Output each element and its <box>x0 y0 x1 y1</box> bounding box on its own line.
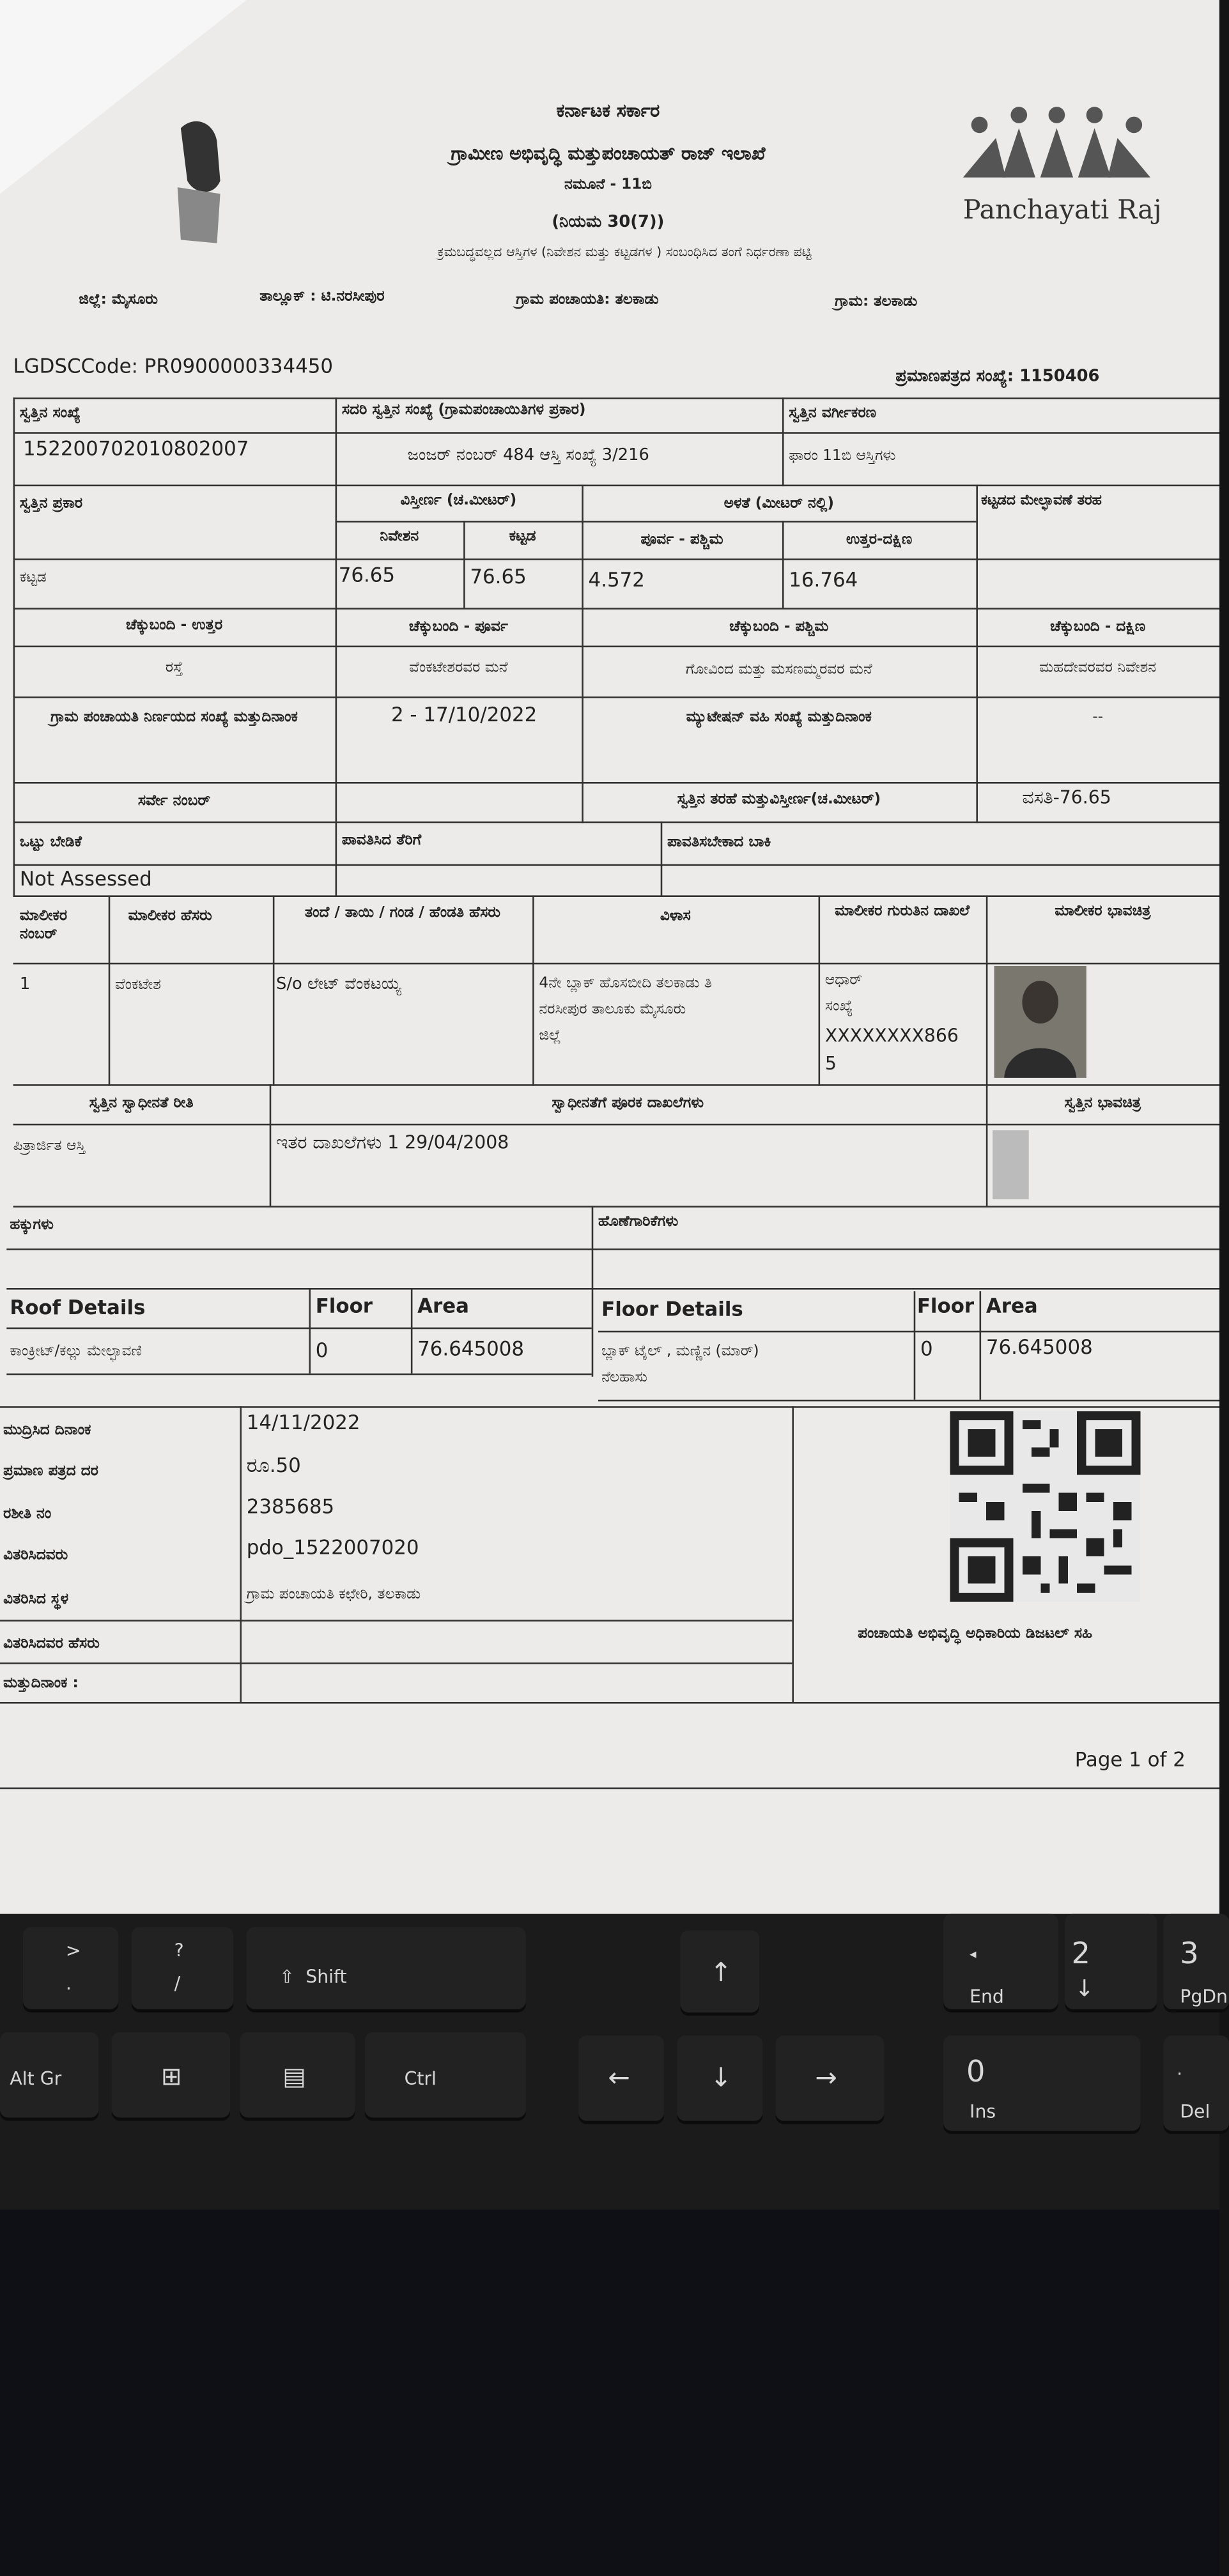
left-arrow-icon: ← <box>608 2062 630 2093</box>
south-boundary: ಮಹದೇವರವರ ನಿವೇಶನ <box>1039 660 1157 677</box>
department-title: ಗ್ರಾಮೀಣ ಅಭಿವೃದ್ಧಿ ಮತ್ತುಪಂಚಾಯತ್ ರಾಜ್ ಇಲಾಖೆ <box>451 142 766 165</box>
west-boundary-header: ಚೆಕ್ಕುಬಂದಿ - ಪಶ್ಚಿಮ <box>729 619 829 636</box>
possession-docs-header: ಸ್ವಾಧೀನತೆಗೆ ಪೂರಕ ದಾಖಲೆಗಳು <box>552 1096 704 1112</box>
certificate-fee: ರೂ.50 <box>246 1453 301 1477</box>
property-id: 152200702010802007 <box>22 436 249 460</box>
resolution-header: ಗ್ರಾಮ ಪಂಚಾಯತಿ ನಿರ್ಣಯದ ಸಂಖ್ಯೆ ಮತ್ತುದಿನಾಂಕ <box>50 709 298 726</box>
north-south-length: 16.764 <box>789 568 858 592</box>
issued-by-header: ವಿತರಿಸಿದವರು <box>3 1547 68 1564</box>
key-end[interactable]: ◂ End <box>943 1914 1058 2012</box>
shift-arrow-icon: ⇧ <box>279 1966 295 1988</box>
owner-address-line-3: ಜಿಲ್ಲೆ <box>539 1028 561 1045</box>
receipt-number: 2385685 <box>246 1494 335 1518</box>
resolution-number: 2 - 17/10/2022 <box>390 703 537 726</box>
certificate-fee-header: ಪ್ರಮಾಣ ಪತ್ರದ ದರ <box>3 1464 98 1480</box>
key-numpad-3[interactable]: 3 PgDn <box>1164 1914 1229 2012</box>
page-number: Page 1 of 2 <box>1074 1747 1186 1771</box>
north-boundary: ರಸ್ತೆ <box>165 660 183 677</box>
key-period[interactable]: > . <box>23 1927 118 2012</box>
owner-photo-header: ಮಾಲೀಕರ ಭಾವಚಿತ್ರ <box>1055 903 1151 920</box>
possession-mode: ಪಿತ್ರಾರ್ಜಿತ ಆಸ್ತಿ <box>13 1138 86 1155</box>
mutation-header: ಮ್ಯುಟೇಷನ್ ವಹಿ ಸಂಖ್ಯೆ ಮತ್ತುದಿನಾಂಕ <box>686 709 872 726</box>
left-small-arrow-icon: ◂ <box>970 1947 977 1962</box>
owner-photo-image <box>994 966 1086 1078</box>
rule-number: (ನಿಯಮ 30(7)) <box>552 213 665 232</box>
roof-details-header: Roof Details <box>10 1296 146 1319</box>
south-boundary-header: ಚೆಕ್ಕುಬಂದಿ - ದಕ್ಷಿಣ <box>1050 619 1146 636</box>
menu-icon: ▤ <box>282 2062 306 2092</box>
right-arrow-icon: → <box>815 2062 837 2093</box>
issuer-name-header: ವಿತರಿಸಿದವರ ಹೆಸರು <box>3 1636 100 1653</box>
certificate-number: ಪ್ರಮಾಣಪತ್ರದ ಸಂಖ್ಯೆ: 1150406 <box>895 367 1100 387</box>
east-west-length: 4.572 <box>588 568 645 592</box>
gram-panchayat: ಗ್ರಾಮ ಪಂಚಾಯತಿ: ತಲಕಾಡು <box>516 292 659 309</box>
key-alt-gr[interactable]: Alt Gr <box>0 2032 98 2121</box>
roof-area-header: Area <box>417 1294 470 1318</box>
building-type-header: ಕಟ್ಟಡದ ಮೇಲ್ಛಾವಣೆ ತರಹ <box>981 493 1102 510</box>
issue-place-header: ವಿತರಿಸಿದ ಸ್ಥಳ <box>3 1591 69 1609</box>
digital-signature-label: ಪಂಚಾಯತಿ ಅಭಿವೃದ್ಧಿ ಅಧಿಕಾರಿಯ ಡಿಜಟಲ್ ಸಹಿ <box>858 1626 1093 1643</box>
owner-relation: S/o ಲೇಟ್ ವೆಂಕಟಯ್ಯ <box>275 976 401 994</box>
district: ಜಿಲ್ಲೆ: ಮೈಸೂರು <box>79 292 158 309</box>
issue-place: ಗ್ರಾಮ ಪಂಚಾಯತಿ ಕಛೇರಿ, ತಲಕಾಡು <box>246 1586 421 1604</box>
east-west-header: ಪೂರ್ವ - ಪಶ್ಚಿಮ <box>640 532 723 549</box>
key-numpad-0[interactable]: 0 Ins <box>943 2035 1141 2134</box>
roof-area: 76.645008 <box>417 1337 525 1361</box>
west-boundary: ಗೋವಿಂದ ಮತ್ತು ಮಸಣಮ್ಮರವರ ಮನೆ <box>685 662 872 678</box>
east-boundary-header: ಚೆಕ್ಕುಬಂದಿ - ಪೂರ್ವ <box>408 619 508 636</box>
key-menu[interactable] <box>240 2032 355 2121</box>
background-fabric <box>0 2210 1219 2576</box>
taluk: ತಾಲ್ಲೂಕ್ : ಟಿ.ನರಸೀಪುರ <box>259 289 385 306</box>
form-subtitle: ಕ್ರಮಬದ್ಧವಲ್ಲದ ಆಸ್ತಿಗಳ (ನಿವೇಶನ ಮತ್ತು ಕಟ್ಟಡಗಳ ) ಸಂಬಂಧಿಸಿದ ತಂಗೆ ನಿರ್ಧರಣಾ ಪಟ್ಟಿ <box>437 245 812 260</box>
liabilities-header: ಹೊಣೆಗಾರಿಕೆಗಳು <box>598 1214 679 1230</box>
relation-header: ತಂದೆ / ತಾಯಿ / ಗಂಡ / ಹೆಂಡತಿ ಹೆಸರು <box>304 905 500 922</box>
north-south-header: ಉತ್ತರ-ದಕ್ಷಿಣ <box>846 532 913 549</box>
owner-id-number: XXXXXXXX866 <box>824 1025 959 1046</box>
key-numpad-del[interactable]: . Del <box>1164 2035 1229 2134</box>
floor-type-line-1: ಬ್ಲಾಕ್ ಟೈಲ್ , ಮಣ್ಣಿನ (ಮಾರ್) <box>601 1344 759 1361</box>
address-header: ವಿಳಾಸ <box>660 908 691 925</box>
possession-mode-header: ಸ್ವತ್ತಿನ ಸ್ವಾಧೀನತೆ ರೀತಿ <box>89 1096 194 1112</box>
up-arrow-icon: ↑ <box>709 1956 732 1988</box>
key-slash[interactable]: ? / <box>132 1927 233 2012</box>
key-numpad-2[interactable]: 2 ↓ <box>1065 1914 1157 2012</box>
karnataka-emblem-icon <box>171 115 223 247</box>
total-demand-header: ಒಟ್ಟು ಬೇಡಿಕೆ <box>19 834 82 851</box>
possession-docs: ಇತರ ದಾಖಲೆಗಳು 1 29/04/2008 <box>275 1131 509 1154</box>
floor-area: 76.645008 <box>986 1335 1093 1359</box>
owner-number-header: ಮಾಲೀಕರ ನಂಬರ್ <box>19 908 68 943</box>
key-shift[interactable]: ⇧ Shift <box>247 1927 526 2012</box>
roof-floor: 0 <box>315 1338 329 1362</box>
government-title: ಕರ್ನಾಟಕ ಸರ್ಕಾರ <box>556 100 660 122</box>
key-windows[interactable] <box>112 2032 230 2121</box>
measurement-header: ಅಳತೆ (ಮೀಟರ್ ನಲ್ಲಿ) <box>723 496 834 513</box>
print-date-header: ಮುದ್ರಿಸಿದ ದಿನಾಂಕ <box>3 1422 91 1439</box>
receipt-number-header: ರಶೀತಿ ನಂ <box>3 1506 52 1523</box>
east-boundary: ವೆಂಕಟೇಶರವರ ಮನೆ <box>409 660 508 677</box>
land-type: ವಸತಿ-76.65 <box>1022 786 1111 809</box>
property-photo-image <box>993 1130 1029 1199</box>
site-header: ನಿವೇಶನ <box>380 528 419 546</box>
panchayati-raj-logo-icon <box>957 105 1157 188</box>
village: ಗ್ರಾಮ: ತಲಕಾಡು <box>835 294 918 310</box>
old-property-number-header: ಸದರಿ ಸ್ವತ್ತಿನ ಸಂಖ್ಯೆ (ಗ್ರಾಮಪಂಚಾಯಿತಿಗಳ ಪ್ರಕಾರ) <box>341 402 586 419</box>
keyboard <box>0 1914 1228 2210</box>
windows-icon: ⊞ <box>160 2062 182 2092</box>
mutation-number: -- <box>1092 709 1104 726</box>
owner-id-type: ಆಧಾರ್ <box>824 972 862 989</box>
owner-id-number-cont: 5 <box>824 1053 837 1075</box>
qr-code-icon <box>950 1409 1140 1603</box>
old-property-number: ಜಂಜರ್ ನಂಬರ್ 484 ಆಸ್ತಿ ಸಂಖ್ಯೆ 3/216 <box>407 447 649 465</box>
down-arrow-icon: ↓ <box>709 2062 732 2093</box>
total-demand: Not Assessed <box>19 867 152 891</box>
property-type: ಕಟ್ಟಡ <box>19 570 47 586</box>
floor-area-header: Area <box>986 1294 1038 1318</box>
area-header: ವಿಸ್ತೀರ್ಣ (ಚ.ಮೀಟರ್) <box>400 493 517 510</box>
property-classification: ಫಾರಂ 11ಬಿ ಆಸ್ತಿಗಳು <box>789 448 896 465</box>
lgd-code: LGDSCCode: PR0900000334450 <box>13 355 334 378</box>
property-photo-header: ಸ್ವತ್ತಿನ ಭಾವಚಿತ್ರ <box>1064 1096 1141 1112</box>
owner-number: 1 <box>19 976 31 994</box>
property-type-header: ಸ್ವತ್ತಿನ ಪ್ರಕಾರ <box>19 496 83 513</box>
issue-date-header: ಮತ್ತುದಿನಾಂಕ : <box>3 1675 79 1692</box>
panchayati-raj-label: Panchayati Raj <box>962 194 1162 226</box>
form-number: ನಮೂನೆ - 11ಬಿ <box>564 177 652 194</box>
building-area: 76.65 <box>470 565 527 588</box>
site-area: 76.65 <box>338 563 396 586</box>
key-left-arrow[interactable] <box>578 2035 664 2124</box>
owner-id-label: ಸಂಖ್ಯೆ <box>824 999 853 1016</box>
survey-number-header: ಸರ್ವೇ ನಂಬರ್ <box>137 793 211 810</box>
north-boundary-header: ಚೆಕ್ಕುಬಂದಿ - ಉತ್ತರ <box>125 617 223 634</box>
roof-floor-header: Floor <box>315 1294 373 1318</box>
key-up-arrow[interactable] <box>681 1930 759 2016</box>
decimal-dot: . <box>1177 2058 1183 2080</box>
owner-address-line-1: 4ನೇ ಬ್ಲಾಕ್ ಹೊಸಬೀದಿ ತಲಕಾಡು ತಿ <box>539 976 713 993</box>
key-down-arrow[interactable] <box>677 2035 762 2124</box>
print-date: 14/11/2022 <box>246 1411 360 1434</box>
issued-by: pdo_1522007020 <box>246 1536 419 1560</box>
owner-name-header: ಮಾಲೀಕರ ಹೆಸರು <box>128 908 212 925</box>
property-id-header: ಸ್ವತ್ತಿನ ಸಂಖ್ಯೆ <box>19 406 81 422</box>
roof-type: ಕಾಂಕ್ರೀಟ್/ಕಲ್ಲು ಮೇಲ್ಛಾವಣಿ <box>10 1344 142 1361</box>
down-small-arrow-icon: ↓ <box>1074 1976 1094 2003</box>
owner-name: ವೆಂಕಟೇಶ <box>114 977 161 994</box>
balance-due-header: ಪಾವತಿಸಬೇಕಾದ ಬಾಕಿ <box>667 834 771 851</box>
floor-details-header: Floor Details <box>601 1298 743 1321</box>
key-right-arrow[interactable] <box>776 2035 885 2124</box>
land-type-header: ಸ್ವತ್ತಿನ ತರಹೆ ಮತ್ತುವಿಸ್ತೀರ್ಣ(ಚ.ಮೀಟರ್) <box>677 792 881 809</box>
rights-header: ಹಕ್ಕುಗಳು <box>10 1217 54 1234</box>
owner-address-line-2: ನರಸೀಪುರ ತಾಲೂಕು ಮೈಸೂರು <box>539 1002 686 1019</box>
tax-paid-header: ಪಾವತಿಸಿದ ತೆರಿಗೆ <box>341 832 422 850</box>
key-ctrl[interactable]: Ctrl <box>365 2032 526 2121</box>
building-header: ಕಟ್ಟಡ <box>509 528 536 546</box>
floor-number: 0 <box>920 1337 933 1361</box>
property-classification-header: ಸ್ವತ್ತಿನ ವರ್ಗೀಕರಣ <box>789 406 877 422</box>
floor-number-header: Floor <box>916 1294 975 1318</box>
floor-type-line-2: ನೆಲಹಾಸು <box>601 1370 648 1387</box>
owner-id-header: ಮಾಲೀಕರ ಗುರುತಿನ ದಾಖಲೆ <box>835 903 970 920</box>
